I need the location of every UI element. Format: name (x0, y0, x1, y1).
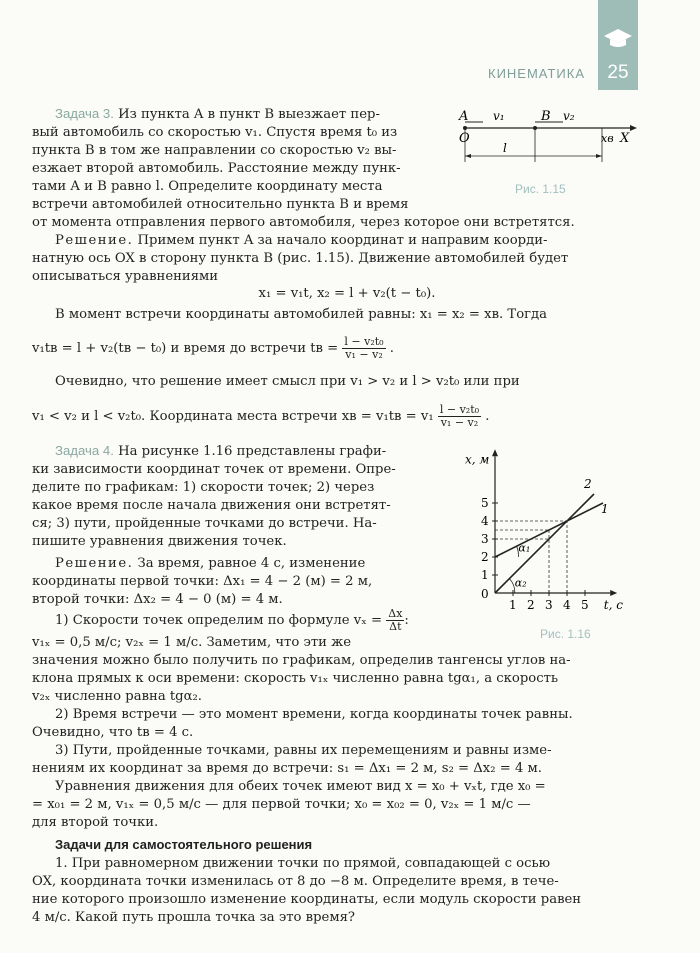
problem3-text: Из пункта A в пункт B выезжает пер- (118, 107, 380, 122)
solution3-line2: натную ось OX в сторону пункта B (рис. 1.15). Движение автомобилей будет (32, 251, 569, 266)
solution4-heading: Решение. (55, 556, 134, 571)
solution4-line7: клона прямых к оси времени: скорость v₁ₓ численно равна tgα₁, а скорость (32, 671, 559, 686)
label-v2: v₂ (563, 109, 575, 123)
label-A: A (459, 109, 469, 124)
problem3-line6: встречи автомобилей относительно пункта B и время (32, 197, 409, 212)
series-label-1: 1 (601, 502, 609, 516)
solution4-line9: 2) Время встречи — это момент времени, когда координаты точек равны. (55, 707, 573, 722)
problem3-line1 (55, 105, 380, 124)
problem4-line6: пишите уравнения движения точек. (32, 534, 287, 549)
graduation-cap-icon (603, 26, 633, 50)
solution4-line11: 3) Пути, пройденные точками, равны их перемещениям и равны изме- (55, 743, 552, 758)
page-number: 25 (607, 62, 629, 83)
fraction-vx-num: Δx (388, 607, 403, 620)
x-tick-label: 5 (481, 496, 489, 510)
solution4-line12: нениям их координат за время до встречи: s₁ = Δx₁ = 2 м, s₂ = Δx₂ = 4 м. (32, 761, 542, 776)
problem4-line2: ки зависимости координат точек от времени. Опре- (32, 462, 396, 477)
x-axis-arrow (492, 449, 498, 456)
fraction-vx-den: Δt (389, 620, 402, 633)
problem3-line3: пункта B в том же направлении со скоростью v₂ вы- (32, 143, 397, 158)
problem4-line1 (55, 442, 386, 461)
t-tick-label: 2 (527, 598, 535, 612)
problem3-line7: от момента отправления первого автомобиля, через которое они встретятся. (32, 215, 575, 230)
problem3-line4: езжает второй автомобиль. Расстояние между пунк- (32, 161, 401, 176)
t-tick-label: 1 (509, 598, 517, 612)
problem4-text: На рисунке 1.16 представлены графи- (118, 444, 387, 459)
label-l: l (503, 141, 507, 155)
self-study-line1: 1. При равномерном движении точки по прямой, совпадающей с осью (55, 856, 551, 871)
self-study-heading: Задачи для самостоятельного решения (55, 837, 313, 852)
t-tick-label: 5 (581, 598, 589, 612)
solution4-line13: Уравнения движения для обеих точек имеют вид x = x₀ + vₓt, где x₀ = (55, 779, 546, 794)
fraction-xv (438, 404, 481, 429)
label-xv: xв (601, 132, 614, 145)
solution4-line8: v₂ₓ численно равна tgα₂. (32, 689, 203, 704)
fraction-tv-num: l − v₂t₀ (344, 335, 384, 348)
solution4-line4-text: 1) Скорости точек определим по формуле vₓ = (55, 613, 383, 628)
x-axis-label: x, м (465, 452, 490, 467)
solution3-equation: x₁ = v₁t, x₂ = l + v₂(t − t₀). (258, 286, 436, 301)
figure-1-15-caption: Рис. 1.15 (515, 182, 566, 196)
problem3-line2: вый автомобиль со скоростью v₁. Спустя время t₀ из (32, 125, 398, 140)
solution4-line3: второй точки: Δx₂ = 4 − 0 (м) = 4 м. (32, 592, 283, 607)
problem3-line5: тами A и B равно l. Определите координату места (32, 179, 383, 194)
figure-1-16-chart (455, 445, 670, 617)
figure-1-16-caption: Рис. 1.16 (540, 627, 591, 641)
solution4-line15: для второй точки. (32, 815, 159, 830)
label-O: O (459, 131, 470, 146)
problem3-label: Задача 3. (55, 106, 114, 121)
t-tick-label: 4 (563, 598, 571, 612)
problem4-line4: какое время после начала движения они встретят- (32, 498, 391, 513)
solution3-line4: В момент встречи координаты автомобилей равны: x₁ = x₂ = xв. Тогда (55, 307, 548, 322)
label-B: B (541, 109, 551, 124)
angle-label-1: α₁ (518, 541, 531, 555)
fraction-tv-den: v₁ − v₂ (345, 348, 383, 361)
solution4-line1 (55, 555, 365, 573)
solution3-line6: Очевидно, что решение имеет смысл при v₁ > v₂ и l > v₂t₀ или при (55, 374, 520, 389)
self-study-line4: 4 м/с. Какой путь прошла точка за это время? (32, 910, 355, 925)
solution3-line3: описываться уравнениями (32, 269, 219, 284)
solution3-text: Примем пункт A за начало координат и направим коорди- (137, 233, 548, 248)
solution4-text: За время, равное 4 с, изменение (137, 556, 366, 571)
t-tick-label: 3 (545, 598, 553, 612)
solution4-line6: значения можно было получить по графикам, определив тангенсы углов на- (32, 653, 571, 668)
solution3-line1 (55, 232, 547, 250)
solution3-line7-text: v₁ < v₂ и l < v₂t₀. Координата места встречи xв = v₁tв = v₁ (32, 409, 434, 424)
label-X: X (620, 131, 630, 146)
self-study-line3: ние которого произошло изменение координаты, если модуль скорости равен (32, 892, 582, 907)
t-axis-label: t, c (603, 598, 623, 612)
solution4-line14: = x₀₁ = 2 м, v₁ₓ = 0,5 м/с — для первой точки; x₀ = x₀₂ = 0, v₂ₓ = 1 м/с — (32, 797, 531, 812)
fraction-xv-den: v₁ − v₂ (440, 416, 479, 429)
fraction-vx (386, 608, 404, 633)
solution3-line5: v₁tв = l + v₂(tв − t₀) и время до встречи tв = $\frac{\text{l − v₂t₀}}{\text{v₁ − v₂}}$ . (32, 335, 394, 361)
problem4-line3: делите по графикам: 1) скорости точек; 2) через (32, 480, 375, 495)
x-tick-label: 2 (481, 550, 489, 564)
problem4-label: Задача 4. (55, 443, 114, 458)
solution4-line10: Очевидно, что tв = 4 с. (32, 725, 194, 740)
chapter-title: КИНЕМАТИКА (488, 66, 585, 81)
x-tick-label: 4 (481, 514, 489, 528)
solution4-line5: v₁ₓ = 0,5 м/с; v₂ₓ = 1 м/с. Заметим, что эти же (32, 635, 352, 650)
x-tick-label: 3 (481, 532, 489, 546)
solution3-line5-text: v₁tв = l + v₂(tв − t₀) и время до встречи tв = (32, 341, 339, 356)
x-tick-label: 1 (481, 568, 489, 582)
label-v1: v₁ (493, 109, 505, 123)
angle-label-2: α₂ (514, 576, 527, 590)
series-line-2 (495, 494, 594, 593)
fraction-xv-num: l − v₂t₀ (439, 403, 480, 416)
series-label-2: 2 (584, 477, 592, 491)
solution3-line7: v₁ < v₂ и l < v₂t₀. Координата места встречи xв = v₁tв = v₁ $\frac{\text{l − v₂t₀}}{\text{v₁ − v₂}}$ . (32, 403, 490, 429)
solution4-line4: 1) Скорости точек определим по формуле vₓ = $\frac{\Delta x}{\Delta t}$ : (55, 607, 409, 633)
solution3-heading: Решение. (55, 233, 134, 248)
problem4-line5: ся; 3) пути, пройденные точками до встречи. На- (32, 516, 377, 531)
origin-label: 0 (481, 587, 489, 601)
self-study-line2: OX, координата точки изменилась от 8 до −8 м. Определите время, в тече- (32, 874, 559, 889)
solution4-line2: координаты первой точки: Δx₁ = 4 − 2 (м) = 2 м, (32, 574, 373, 589)
fraction-tv (342, 336, 385, 361)
t-axis-arrow (610, 590, 617, 596)
